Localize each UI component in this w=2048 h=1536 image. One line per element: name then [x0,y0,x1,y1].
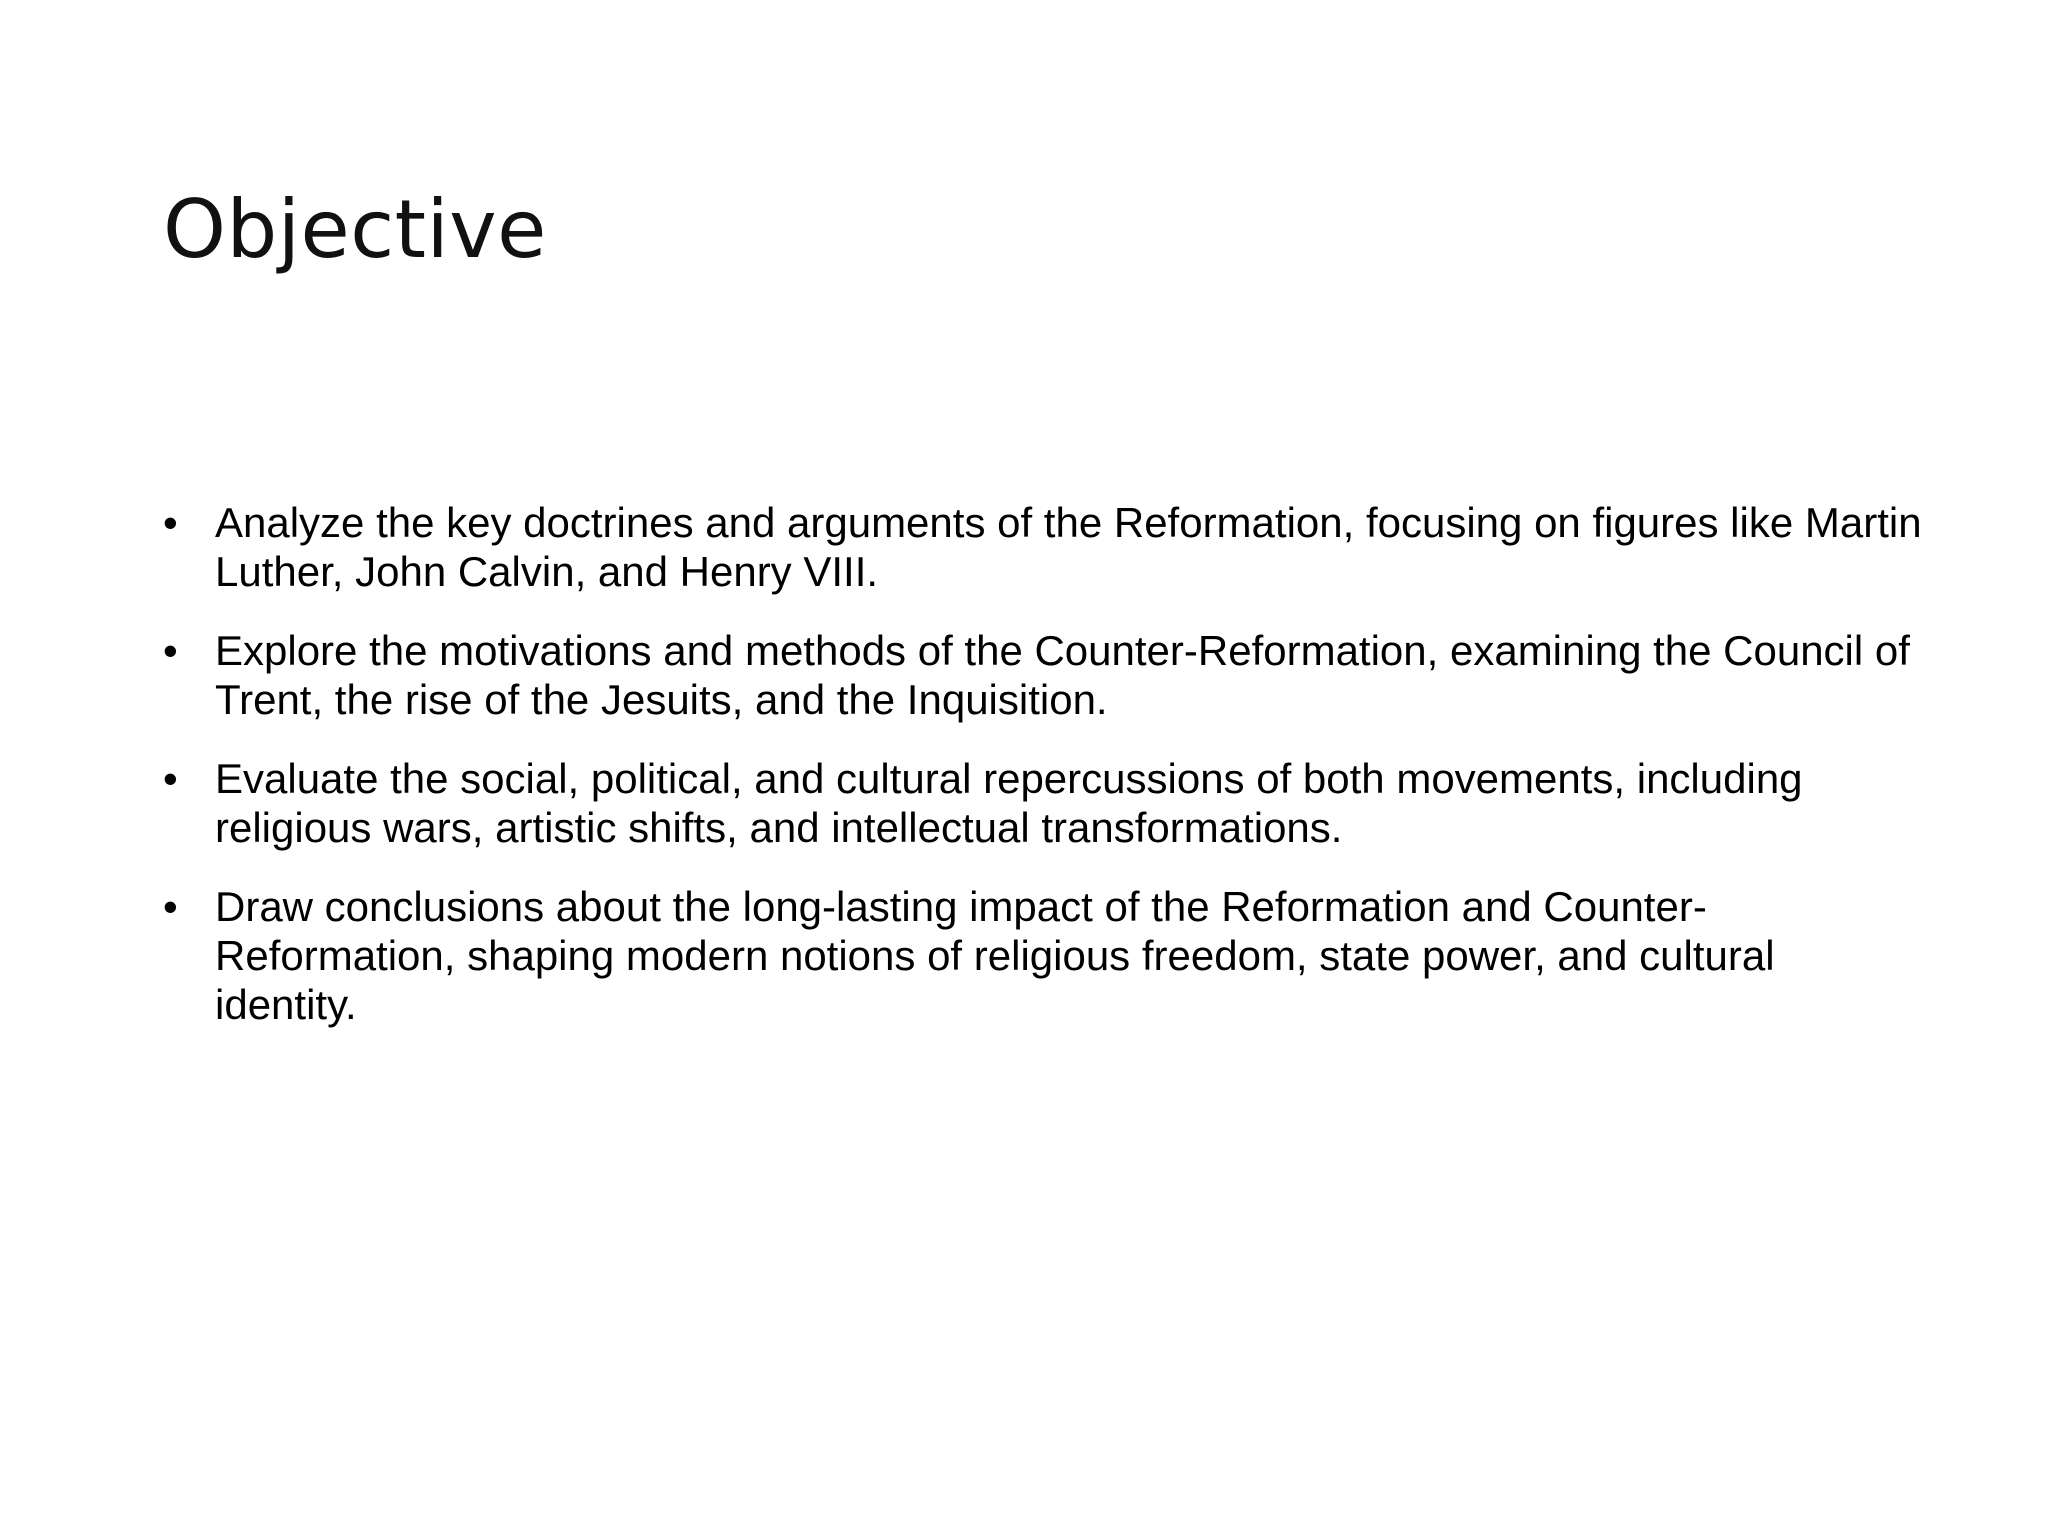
bullet-item [163,882,1923,1029]
slide-title: Objective [163,183,547,276]
bullet-item [163,626,1923,724]
bullet-text: Explore the motivations and methods of the Counter-Reformation, examining the Council of Trent, the rise of the Jesuits, and the Inquisition. [215,627,1910,723]
bullet-dot-icon: • [163,883,178,930]
bullet-text: Draw conclusions about the long-lasting impact of the Reformation and Counter-Reformation, shaping modern notions of religious freedom, state power, and cultural identity. [215,883,1775,1028]
bullet-dot-icon: • [163,627,178,674]
bullet-text: Evaluate the social, political, and cultural repercussions of both movements, including religious wars, artistic shifts, and intellectual transformations. [215,755,1803,851]
bullet-dot-icon: • [163,499,178,546]
bullet-text: Analyze the key doctrines and arguments of the Reformation, focusing on figures like Martin Luther, John Calvin, and Henry VIII. [215,499,1922,595]
bullet-item [163,754,1923,852]
bullet-item [163,498,1923,596]
bullet-dot-icon: • [163,755,178,802]
bullet-list [163,498,1923,1029]
